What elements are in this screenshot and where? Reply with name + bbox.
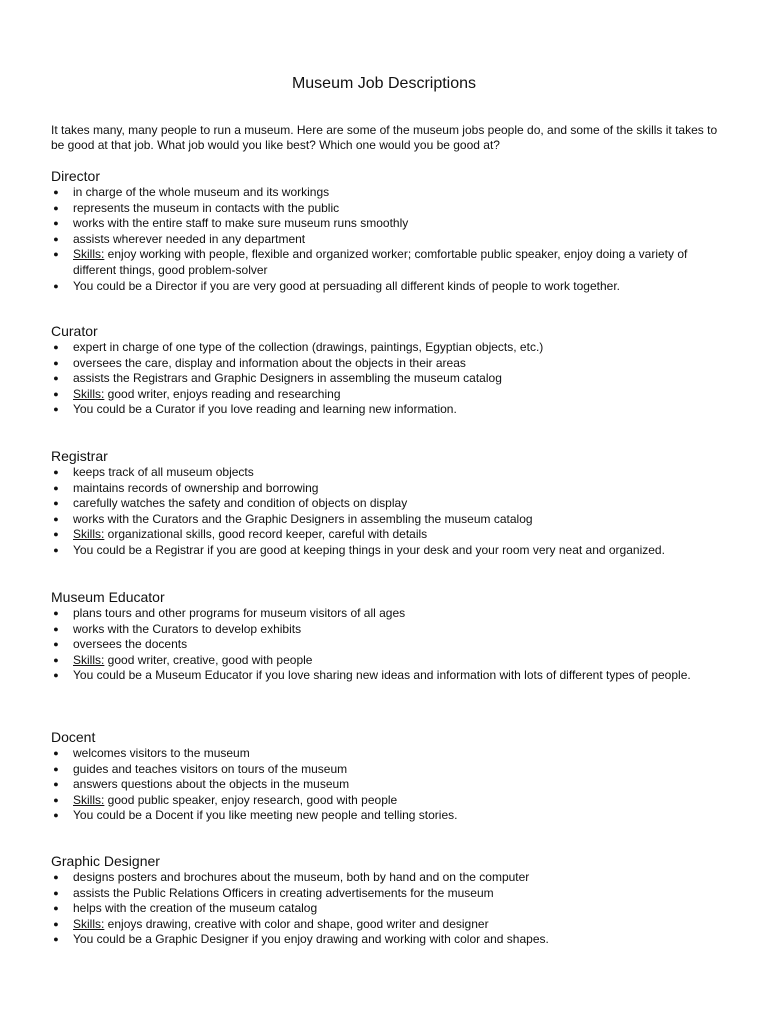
- list-item: [51, 247, 731, 278]
- section-heading: Registrar: [51, 448, 108, 464]
- bullet-icon: ●: [53, 654, 59, 665]
- section-docent: [51, 728, 731, 824]
- bullet-icon: ●: [53, 342, 59, 352]
- list-item-text: oversees the docents: [73, 637, 188, 652]
- list-item: [51, 917, 731, 933]
- section-registrar: [51, 447, 731, 559]
- bullet-icon: ●: [53, 903, 59, 914]
- list-item-text: good writer, enjoys reading and researching: [104, 386, 341, 401]
- list-item: [51, 185, 731, 201]
- list-item: [51, 901, 731, 917]
- bullet-icon: ●: [53, 498, 59, 509]
- bullet-icon: ●: [53, 529, 59, 540]
- bullet-list: [51, 870, 731, 948]
- bullet-icon: ●: [53, 357, 59, 368]
- bullet-icon: ●: [53, 918, 59, 929]
- list-item-text: organizational skills, good record keeper, careful with details: [104, 527, 428, 542]
- section-heading: Graphic Designer: [51, 853, 160, 869]
- bullet-icon: ●: [53, 233, 59, 244]
- list-item: [51, 777, 731, 793]
- bullet-icon: ●: [53, 779, 59, 790]
- bullet-icon: ●: [53, 794, 59, 805]
- section-heading: Curator: [51, 323, 98, 339]
- skills-label: Skills:: [73, 527, 105, 542]
- list-item: [51, 481, 731, 497]
- list-item-text: guides and teaches visitors on tours of the museum: [73, 761, 348, 776]
- skills-label: Skills:: [73, 247, 105, 262]
- bullet-icon: ●: [53, 388, 59, 399]
- bullet-list: [51, 340, 731, 418]
- bullet-list: [51, 185, 731, 294]
- list-item-text: You could be a Museum Educator if you love sharing new ideas and information with lots of different types of people.: [73, 668, 691, 683]
- section-director: [51, 167, 731, 294]
- section-heading: Director: [51, 168, 101, 184]
- list-item-text: welcomes visitors to the museum: [73, 746, 250, 760]
- list-item: [51, 543, 731, 559]
- list-item: [51, 216, 731, 232]
- list-item: [51, 371, 731, 387]
- section-heading: Museum Educator: [51, 589, 165, 605]
- skills-label: Skills:: [73, 916, 105, 931]
- list-item: [51, 465, 731, 481]
- list-item: [51, 793, 731, 809]
- list-item-text: expert in charge of one type of the collection (drawings, paintings, Egyptian objects, etc.): [73, 340, 544, 354]
- list-item: [51, 512, 731, 528]
- bullet-icon: ●: [53, 623, 59, 634]
- list-item: [51, 668, 731, 684]
- list-item: [51, 622, 731, 638]
- section-curator: [51, 322, 731, 418]
- list-item: [51, 402, 731, 418]
- list-item-text: enjoy working with people, flexible and organized worker; comfortable public speaker, enjoy doing a variety of different things, good problem-solver: [73, 247, 688, 277]
- list-item-text: You could be a Director if you are very good at persuading all different kinds of people to work together.: [73, 278, 621, 293]
- bullet-icon: ●: [53, 373, 59, 384]
- bullet-icon: ●: [53, 748, 59, 758]
- list-item: [51, 496, 731, 512]
- skills-label: Skills:: [73, 652, 105, 667]
- list-item: [51, 746, 731, 762]
- bullet-icon: ●: [53, 280, 59, 291]
- bullet-list: [51, 606, 731, 684]
- list-item: [51, 232, 731, 248]
- bullet-icon: ●: [53, 670, 59, 681]
- list-item: [51, 356, 731, 372]
- list-item-text: You could be a Docent if you like meeting new people and telling stories.: [73, 808, 458, 823]
- skills-label: Skills:: [73, 386, 105, 401]
- section-graphic-designer: [51, 852, 731, 948]
- list-item: [51, 637, 731, 653]
- list-item-text: good public speaker, enjoy research, good with people: [104, 792, 398, 807]
- list-item: [51, 932, 731, 948]
- bullet-icon: ●: [53, 467, 59, 477]
- list-item: [51, 653, 731, 669]
- list-item-text: carefully watches the safety and condition of objects on display: [73, 496, 408, 511]
- list-item: [51, 527, 731, 543]
- list-item: [51, 808, 731, 824]
- list-item-text: works with the Curators and the Graphic Designers in assembling the museum catalog: [73, 511, 533, 526]
- list-item-text: plans tours and other programs for museum visitors of all ages: [73, 606, 406, 620]
- bullet-icon: ●: [53, 404, 59, 415]
- list-item-text: good writer, creative, good with people: [104, 652, 313, 667]
- section-museum-educator: [51, 588, 731, 684]
- bullet-icon: ●: [53, 608, 59, 618]
- list-item-text: keeps track of all museum objects: [73, 465, 254, 479]
- list-item-text: You could be a Registrar if you are good at keeping things in your desk and your room very neat and organized.: [73, 542, 665, 557]
- bullet-icon: ●: [53, 872, 59, 882]
- bullet-list: [51, 465, 731, 559]
- page-title: Museum Job Descriptions: [291, 75, 477, 92]
- bullet-icon: ●: [53, 810, 59, 821]
- bullet-icon: ●: [53, 202, 59, 213]
- list-item: [51, 606, 731, 622]
- list-item-text: works with the Curators to develop exhibits: [73, 621, 302, 636]
- list-item-text: assists the Public Relations Officers in creating advertisements for the museum: [73, 885, 494, 900]
- list-item-text: maintains records of ownership and borrowing: [73, 480, 319, 495]
- list-item-text: designs posters and brochures about the museum, both by hand and on the computer: [73, 870, 530, 884]
- bullet-list: [51, 746, 731, 824]
- bullet-icon: ●: [53, 249, 59, 260]
- list-item-text: answers questions about the objects in the museum: [73, 777, 350, 792]
- list-item: [51, 762, 731, 778]
- list-item-text: You could be a Graphic Designer if you enjoy drawing and working with color and shapes.: [73, 932, 549, 947]
- bullet-icon: ●: [53, 887, 59, 898]
- list-item-text: oversees the care, display and information about the objects in their areas: [73, 355, 466, 370]
- bullet-icon: ●: [53, 763, 59, 774]
- intro-paragraph: It takes many, many people to run a museum. Here are some of the museum jobs people do, and some of the skills it takes to be good at that job. What job would you like best? Which one would you be good at?: [51, 123, 718, 152]
- list-item-text: represents the museum in contacts with the public: [73, 200, 340, 215]
- bullet-icon: ●: [53, 639, 59, 650]
- list-item: [51, 340, 731, 356]
- bullet-icon: ●: [53, 482, 59, 493]
- list-item-text: assists wherever needed in any department: [73, 231, 306, 246]
- list-item: [51, 886, 731, 902]
- list-item-text: in charge of the whole museum and its workings: [73, 185, 330, 199]
- bullet-icon: ●: [53, 513, 59, 524]
- list-item: [51, 870, 731, 886]
- list-item-text: You could be a Curator if you love reading and learning new information.: [73, 402, 457, 417]
- list-item-text: works with the entire staff to make sure museum runs smoothly: [73, 216, 409, 231]
- bullet-icon: ●: [53, 218, 59, 229]
- list-item-text: enjoys drawing, creative with color and shape, good writer and designer: [104, 916, 489, 931]
- skills-label: Skills:: [73, 792, 105, 807]
- bullet-icon: ●: [53, 187, 59, 197]
- bullet-icon: ●: [53, 934, 59, 945]
- section-heading: Docent: [51, 729, 96, 745]
- bullet-icon: ●: [53, 544, 59, 555]
- list-item: [51, 201, 731, 217]
- list-item-text: assists the Registrars and Graphic Designers in assembling the museum catalog: [73, 371, 502, 386]
- list-item: [51, 279, 731, 295]
- list-item-text: helps with the creation of the museum catalog: [73, 901, 318, 916]
- list-item: [51, 387, 731, 403]
